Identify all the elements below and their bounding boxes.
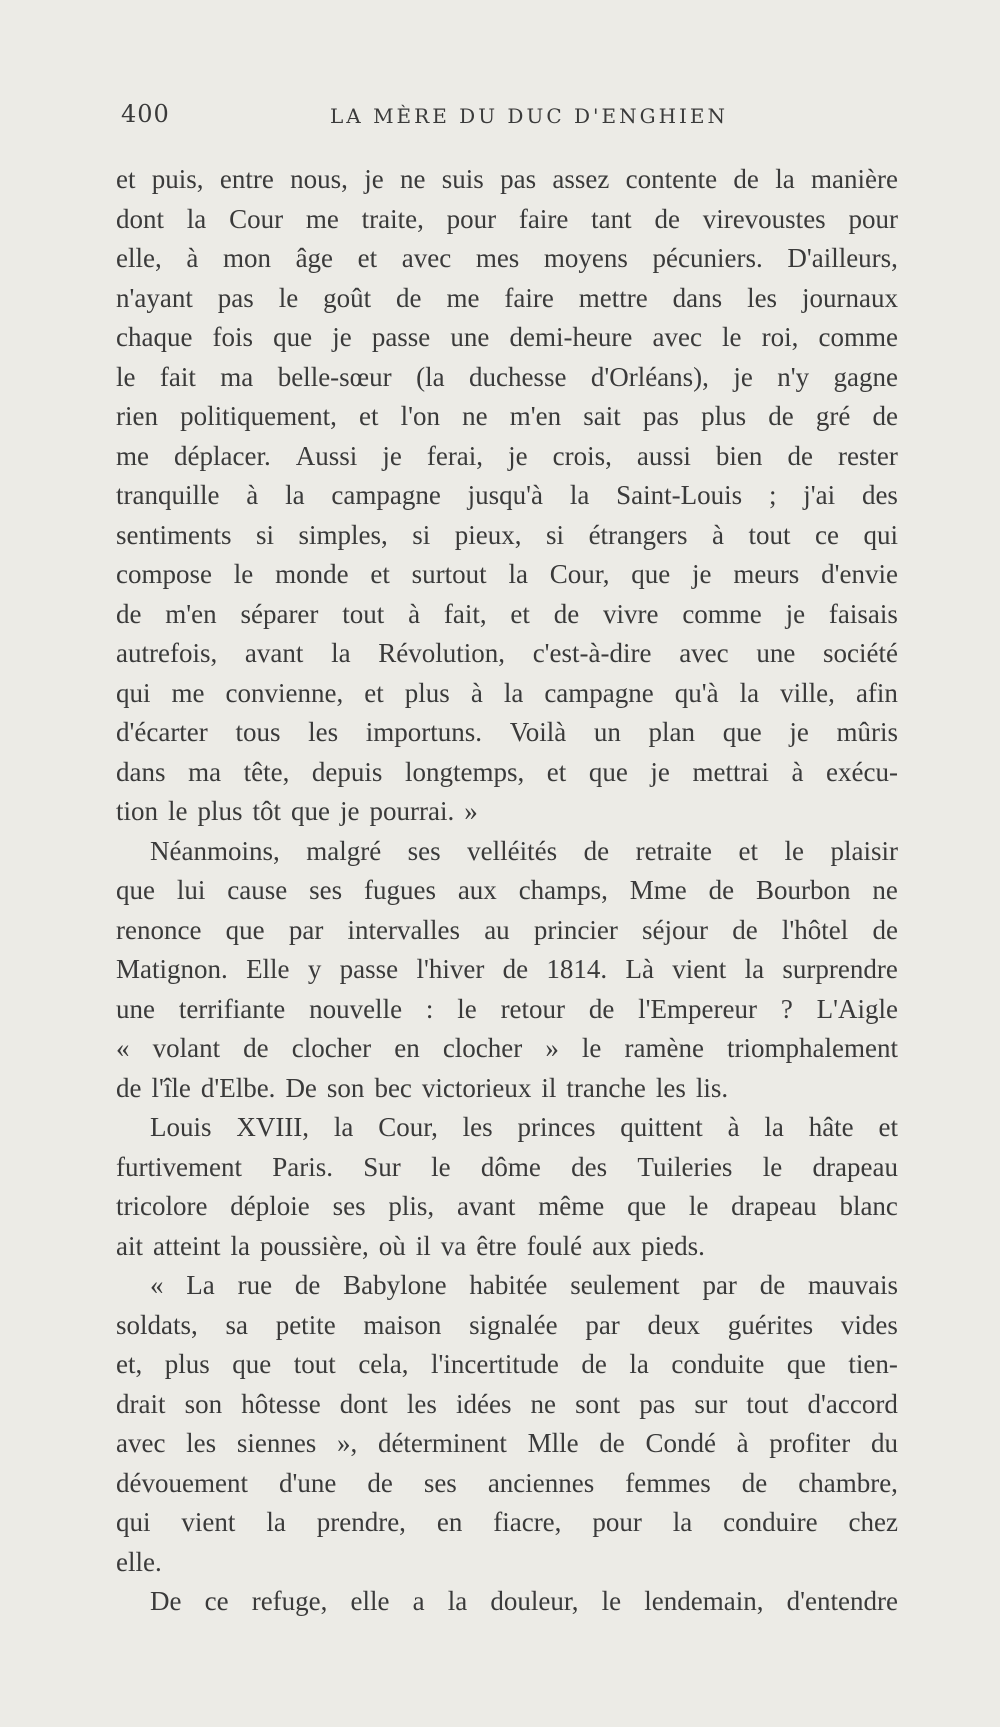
text-line: tion le plus tôt que je pourrai. »	[116, 796, 478, 826]
text-line: sentiments si simples, si pieux, si étrangers à tout ce qui	[116, 519, 898, 550]
text-line: renonce que par intervalles au princier séjour de l'hôtel de	[116, 914, 898, 945]
text-line: avec les siennes », déterminent Mlle de Condé à profiter du	[116, 1428, 898, 1458]
text-line: autrefois, avant la Révolution, c'est-à-dire avec une société	[116, 638, 898, 668]
running-title: LA MÈRE DU DUC D'ENGHIEN	[330, 104, 729, 128]
text-line: tricolore déploie ses plis, avant même que le drapeau blanc	[116, 1191, 898, 1221]
text-line: soldats, sa petite maison signalée par deux guérites vides	[116, 1309, 898, 1340]
text-line: que lui cause ses fugues aux champs, Mme de Bourbon ne	[116, 875, 898, 905]
text-line: rien politiquement, et l'on ne m'en sait pas plus de gré de	[116, 401, 898, 431]
text-line: ait atteint la poussière, où il va être foulé aux pieds.	[116, 1230, 705, 1261]
text-line: de l'île d'Elbe. De son bec victorieux il tranche les lis.	[116, 1072, 729, 1103]
text-line: drait son hôtesse dont les idées ne sont pas sur tout d'accord	[116, 1388, 898, 1419]
text-line: qui vient la prendre, en fiacre, pour la conduire chez	[116, 1507, 898, 1537]
text-line: « volant de clocher en clocher » le ramène triomphalement	[116, 1033, 898, 1063]
page-number: 400	[121, 100, 170, 128]
text-line: De ce refuge, elle a la douleur, le lendemain, d'entendre	[150, 1586, 898, 1616]
text-line: chaque fois que je passe une demi-heure avec le roi, comme	[116, 322, 898, 352]
text-line: dévouement d'une de ses anciennes femmes de chambre,	[116, 1467, 898, 1498]
text-line: dont la Cour me traite, pour faire tant de virevoustes pour	[116, 203, 898, 234]
text-line: une terrifiante nouvelle : le retour de l'Empereur ? L'Aigle	[116, 993, 898, 1024]
text-line: d'écarter tous les importuns. Voilà un plan que je mûris	[116, 717, 898, 747]
text-line: compose le monde et surtout la Cour, que je meurs d'envie	[116, 559, 898, 589]
text-line: Néanmoins, malgré ses velléités de retraite et le plaisir	[150, 835, 898, 866]
text-line: qui me convienne, et plus à la campagne qu'à la ville, afin	[116, 677, 898, 708]
text-line: n'ayant pas le goût de me faire mettre dans les journaux	[116, 282, 898, 313]
text-line: de m'en séparer tout à fait, et de vivre comme je faisais	[116, 598, 898, 629]
text-line: et, plus que tout cela, l'incertitude de la conduite que tien-	[116, 1349, 898, 1379]
text-line: Matignon. Elle y passe l'hiver de 1814. Là vient la surprendre	[116, 954, 898, 984]
text-line: elle, à mon âge et avec mes moyens pécuniers. D'ailleurs,	[116, 243, 898, 273]
text-line: dans ma tête, depuis longtemps, et que je mettrai à exécu-	[116, 756, 898, 787]
text-line: « La rue de Babylone habitée seulement par de mauvais	[150, 1270, 898, 1300]
running-head	[0, 100, 1000, 140]
text-line: me déplacer. Aussi je ferai, je crois, aussi bien de rester	[116, 440, 898, 471]
body-text	[116, 160, 898, 1622]
text-line: furtivement Paris. Sur le dôme des Tuileries le drapeau	[116, 1151, 898, 1182]
text-line: le fait ma belle-sœur (la duchesse d'Orléans), je n'y gagne	[116, 361, 898, 392]
text-line: et puis, entre nous, je ne suis pas assez contente de la manière	[116, 164, 898, 194]
text-line: elle.	[116, 1546, 162, 1577]
text-line: tranquille à la campagne jusqu'à la Saint-Louis ; j'ai des	[116, 480, 898, 510]
text-line: Louis XVIII, la Cour, les princes quittent à la hâte et	[150, 1112, 898, 1142]
